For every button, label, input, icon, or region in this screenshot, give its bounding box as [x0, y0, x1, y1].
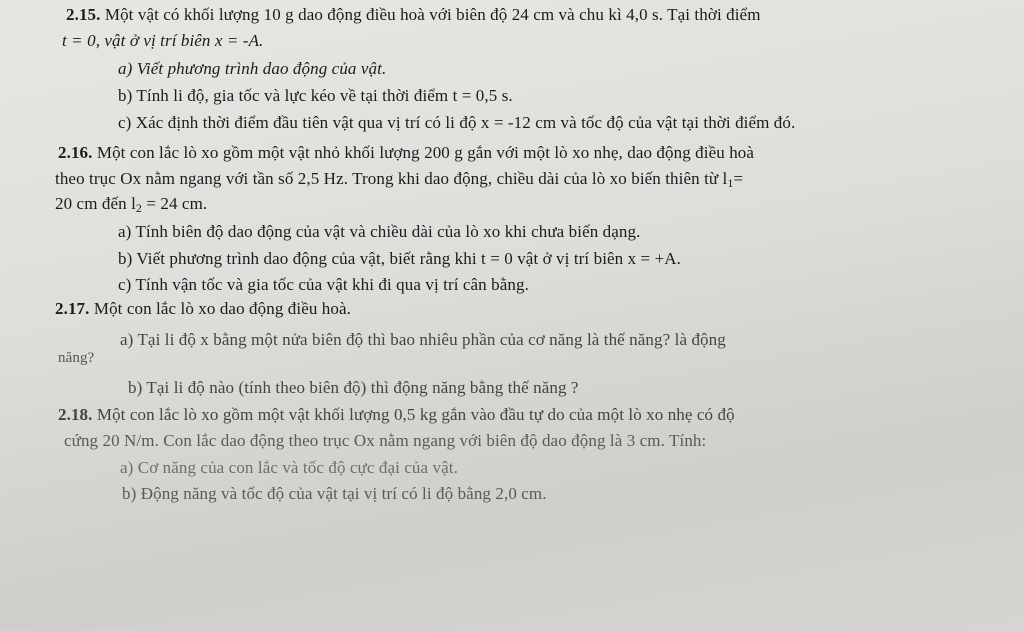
- problem-2-17-part-b: b) Tại li độ nào (tính theo biên độ) thì động năng bằng thế năng ?: [128, 378, 579, 397]
- problem-number: 2.17.: [55, 299, 90, 318]
- problem-2-16-line-2: [55, 168, 743, 190]
- problem-2-15-part-c: c) Xác định thời điểm đầu tiên vật qua vị trí có li độ x = -12 cm và tốc độ của vật tại thời điểm đó.: [118, 113, 796, 132]
- problem-number: 2.15.: [66, 5, 101, 24]
- problem-text: =: [733, 169, 744, 188]
- problem-number: 2.18.: [58, 405, 93, 424]
- subscript: 1: [727, 176, 734, 190]
- problem-2-15-line-2: t = 0, vật ở vị trí biên x = -A.: [62, 31, 264, 50]
- problem-2-16-line-1: [58, 142, 754, 164]
- problem-2-18-line-2: cứng 20 N/m. Con lắc dao động theo trục Ox nằm ngang với biên độ dao động là 3 cm. Tính:: [64, 431, 707, 450]
- problem-2-18-line-1: [58, 404, 735, 426]
- problem-2-16-line-3: [55, 193, 207, 215]
- problem-text: theo trục Ox nằm ngang với tần số 2,5 Hz. Trong khi dao động, chiều dài của lò xo biến thiên từ l: [55, 169, 728, 188]
- problem-2-15-part-a: a) Viết phương trình dao động của vật.: [118, 59, 387, 78]
- problem-text: Một con lắc lò xo gồm một vật khối lượng 0,5 kg gắn vào đầu tự do của một lò xo nhẹ có độ: [92, 405, 735, 424]
- problem-2-16-part-a: a) Tính biên độ dao động của vật và chiều dài của lò xo khi chưa biến dạng.: [118, 222, 641, 241]
- problem-2-15-part-b: b) Tính li độ, gia tốc và lực kéo về tại thời điểm t = 0,5 s.: [118, 86, 513, 105]
- problem-text: Một con lắc lò xo dao động điều hoà.: [89, 299, 351, 318]
- problem-2-17-part-a: a) Tại li độ x bằng một nửa biên độ thì bao nhiêu phần của cơ năng là thế năng? là động: [120, 330, 726, 349]
- problem-2-15-line-1: [66, 4, 761, 26]
- problem-2-16-part-c: c) Tính vận tốc và gia tốc của vật khi đi qua vị trí cân bằng.: [118, 275, 529, 294]
- subscript: 2: [135, 201, 142, 215]
- problem-2-16-part-b: b) Viết phương trình dao động của vật, biết rằng khi t = 0 vật ở vị trí biên x = +A.: [118, 249, 682, 268]
- problem-text: Một vật có khối lượng 10 g dao động điều hoà với biên độ 24 cm và chu kì 4,0 s. Tại thời điểm: [100, 5, 761, 24]
- problem-text: = 24 cm.: [142, 194, 208, 213]
- problem-text: 20 cm đến l: [55, 194, 136, 213]
- problem-2-18-part-a: a) Cơ năng của con lắc và tốc độ cực đại của vật.: [120, 458, 458, 477]
- problem-2-18-part-b: b) Động năng và tốc độ của vật tại vị trí có li độ bằng 2,0 cm.: [122, 484, 547, 503]
- problem-2-17-part-a-continued: năng?: [58, 350, 95, 366]
- problem-2-17-line-1: [55, 298, 351, 320]
- problem-number: 2.16.: [58, 143, 93, 162]
- problem-text: Một con lắc lò xo gồm một vật nhỏ khối lượng 200 g gắn với một lò xo nhẹ, dao động điều hoà: [92, 143, 755, 162]
